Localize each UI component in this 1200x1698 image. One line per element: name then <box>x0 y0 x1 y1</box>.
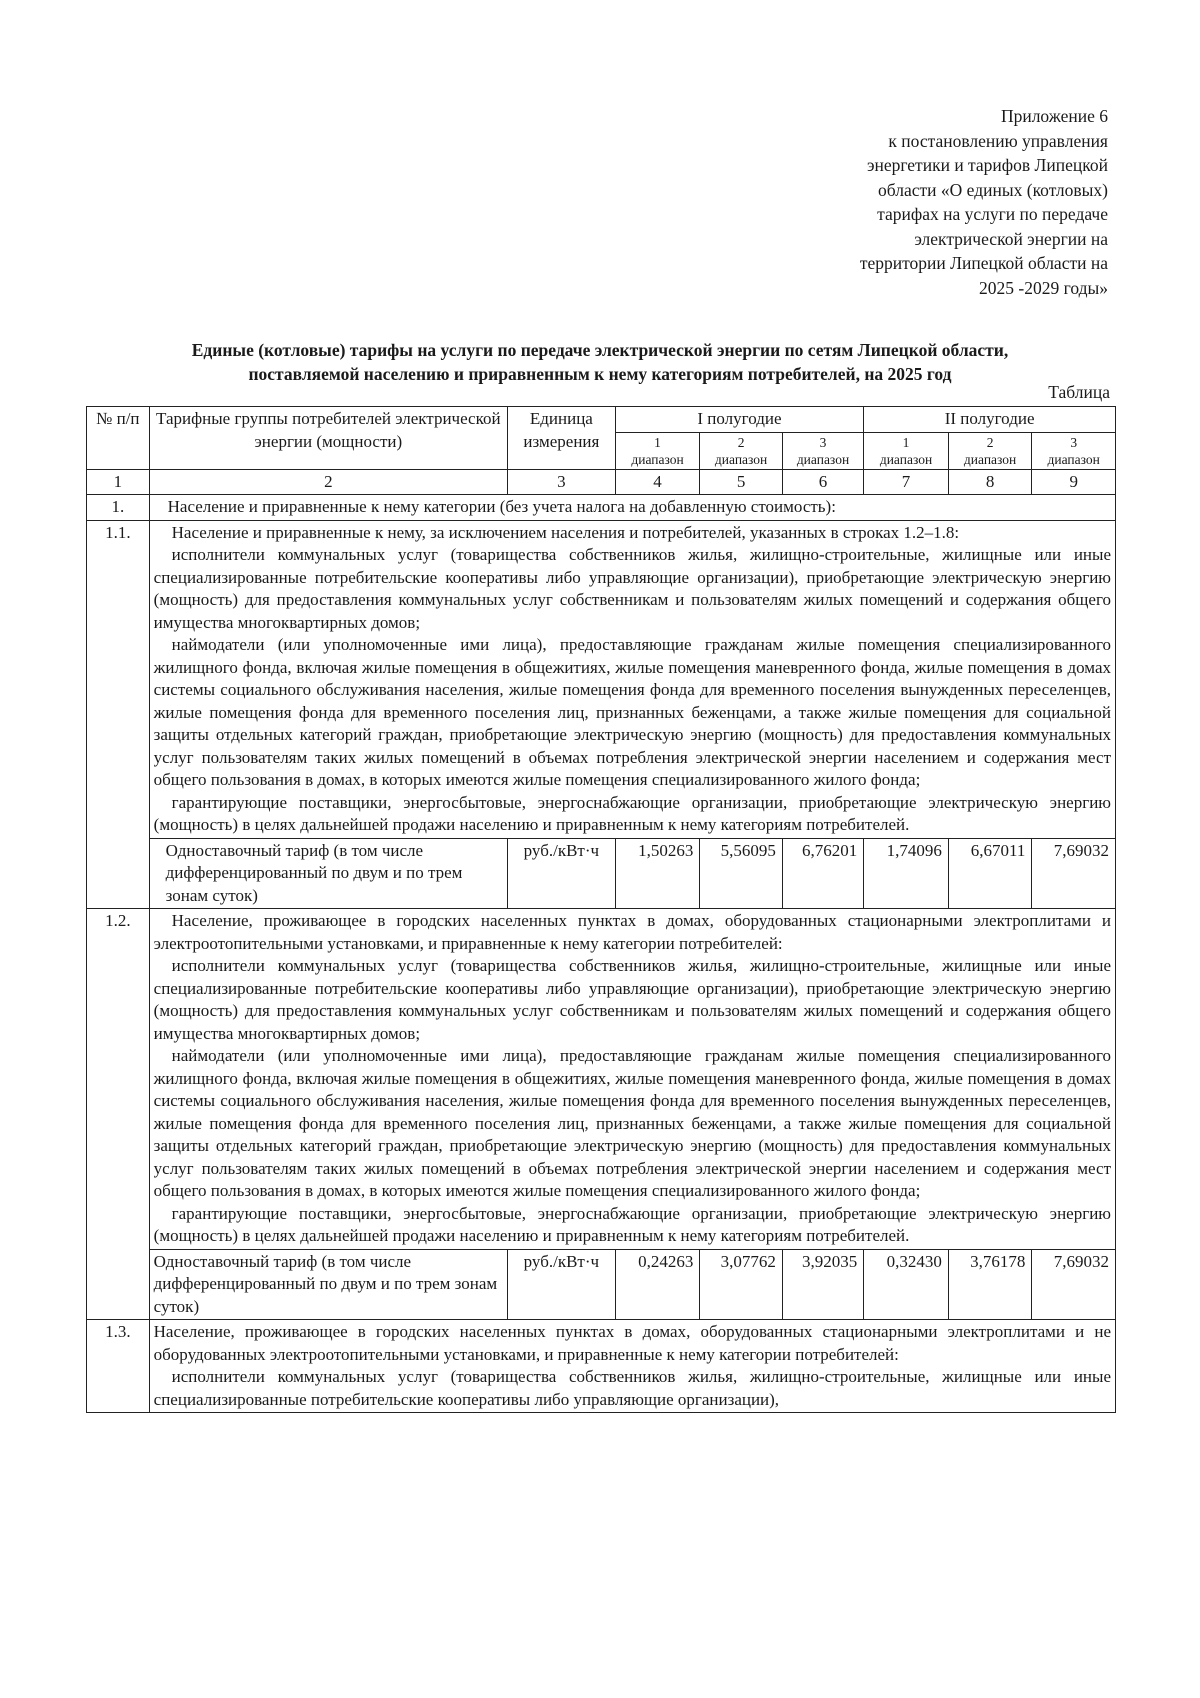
tariff-value: 1,50263 <box>615 838 700 909</box>
paragraph: наймодатели (или уполномоченные ими лица), предоставляющие гражданам жилые помещения специализированного жилищного фонда, включая жилые помещения в общежитиях, жилые помещения маневренного фонда, жилые помещения в домах системы социального обслуживания населения, жилые помещения фонда для временного поселения вынужденных переселенцев, жилые помещения фонда для временного поселения лиц, признанных беженцами, а также жилые помещения для социальной защиты отдельных категорий граждан, приобретающие электрическую энергию (мощность) для предоставления коммунальных услуг пользователям таких жилых помещений в объемах потребления электрической энергии населением и содержания мест общего пользования в домах, в которых имеются жилые помещения специализированного жилого фонда; <box>153 1046 1111 1200</box>
row-description <box>149 520 1115 838</box>
rate-label: Одноставочный тариф (в том числе дифференцированный по двум и по трем зонам суток) <box>149 1249 507 1320</box>
column-number: 4 <box>615 469 700 495</box>
header-row-1 <box>87 407 1116 433</box>
header-group: Тарифные группы потребителей электрической энергии (мощности) <box>149 407 507 470</box>
annex-line: энергетики и тарифов Липецкой <box>866 155 1108 175</box>
paragraph: наймодатели (или уполномоченные ими лица), предоставляющие гражданам жилые помещения специализированного жилищного фонда, включая жилые помещения в общежитиях, жилые помещения маневренного фонда, жилые помещения в домах системы социального обслуживания населения, жилые помещения фонда для временного поселения вынужденных переселенцев, жилые помещения фонда для временного поселения лиц, признанных беженцами, а также жилые помещения для социальной защиты отдельных категорий граждан, приобретающие электрическую энергию (мощность) для предоставления коммунальных услуг пользователям таких жилых помещений в объемах потребления электрической энергии населением и содержания мест общего пользования в домах, в которых имеются жилые помещения специализированного жилого фонда; <box>153 635 1111 789</box>
row-number: 1.3. <box>87 1320 150 1413</box>
tariff-value: 1,74096 <box>864 838 949 909</box>
tariff-value: 3,76178 <box>948 1249 1032 1320</box>
tariff-row <box>87 1249 1116 1320</box>
column-number: 6 <box>782 469 863 495</box>
range-word: диапазон <box>714 451 768 467</box>
tariff-row <box>87 838 1116 909</box>
row-number: 1.1. <box>87 520 150 909</box>
rate-unit: руб./кВт·ч <box>508 1249 616 1320</box>
range-word: диапазон <box>963 451 1017 467</box>
tariff-value: 6,76201 <box>782 838 863 909</box>
row-number: 1. <box>87 495 150 521</box>
annex-line: электрической энергии на <box>914 228 1108 249</box>
column-number: 8 <box>948 469 1032 495</box>
range-number: 2 <box>986 434 994 450</box>
table-row <box>87 1320 1116 1413</box>
annex-line: 2025 -2029 годы» <box>979 277 1108 298</box>
range-word: диапазон <box>796 451 850 467</box>
range-number: 1 <box>902 434 910 450</box>
paragraph: Население и приравненные к нему, за исключением населения и потребителей, указанных в строках 1.2–1.8: <box>171 522 960 542</box>
range-header <box>782 432 863 469</box>
rate-label: Одноставочный тариф (в том числе дифференцированный по двум и по трем зонам суток) <box>149 838 507 909</box>
annex-reference <box>688 104 1108 300</box>
tariff-value: 3,07762 <box>700 1249 782 1320</box>
tariff-table <box>86 406 1116 1413</box>
range-header <box>948 432 1032 469</box>
column-number: 7 <box>864 469 949 495</box>
header-half-2: II полугодие <box>864 407 1116 433</box>
header-half-1: I полугодие <box>615 407 863 433</box>
document-title <box>120 338 1080 386</box>
column-number-row <box>87 469 1116 495</box>
annex-line: области «О единых (котловых) <box>878 179 1108 200</box>
range-number: 3 <box>819 434 827 450</box>
annex-line: Приложение 6 <box>1000 106 1108 126</box>
row-description <box>149 909 1115 1250</box>
header-unit: Единица измерения <box>508 407 616 470</box>
title-line-1: Единые (котловые) тарифы на услуги по передаче электрической энергии по сетям Липецкой области, <box>191 340 1009 360</box>
annex-line: территории Липецкой области на <box>859 253 1108 273</box>
range-header <box>1032 432 1116 469</box>
column-number: 3 <box>508 469 616 495</box>
paragraph: исполнители коммунальных услуг (товарищества собственников жилья, жилищно-строительные, жилищные или иные специализированные потребительские кооперативы либо управляющие организации), <box>153 1367 1111 1409</box>
table-row <box>87 520 1116 838</box>
range-word: диапазон <box>631 451 684 467</box>
column-number: 1 <box>87 469 150 495</box>
tariff-value: 7,69032 <box>1032 1249 1116 1320</box>
paragraph: гарантирующие поставщики, энергосбытовые, энергоснабжающие организации, приобретающие электрическую энергию (мощность) в целях дальнейшей продажи населению и приравненным к нему категориям потребителей. <box>153 1203 1111 1245</box>
range-header <box>700 432 782 469</box>
range-number: 1 <box>654 434 661 450</box>
annex-line: тарифах на услуги по передаче <box>877 204 1108 224</box>
annex-line: к постановлению управления <box>888 130 1108 151</box>
tariff-value: 3,92035 <box>782 1249 863 1320</box>
column-number: 9 <box>1032 469 1116 495</box>
range-header <box>864 432 949 469</box>
table-caption: Таблица <box>1048 382 1110 402</box>
tariff-value: 6,67011 <box>948 838 1032 909</box>
paragraph: Население, проживающее в городских населенных пунктах в домах, оборудованных стационарными электроплитами и не оборудованных электроотопительными установками, и приравненные к нему категории потребителей: <box>153 1322 1111 1364</box>
tariff-value: 5,56095 <box>700 838 782 909</box>
row-number: 1.2. <box>87 909 150 1320</box>
tariff-value: 0,24263 <box>615 1249 700 1320</box>
table-row <box>87 909 1116 1250</box>
paragraph: исполнители коммунальных услуг (товарищества собственников жилья, жилищно-строительные, жилищные или иные специализированные потребительские кооперативы либо управляющие организации), приобретающие электрическую энергию (мощность) для предоставления коммунальных услуг собственникам и пользователям жилых помещений и содержания общего имущества многоквартирных домов; <box>153 956 1111 1043</box>
range-header <box>615 432 700 469</box>
range-word: диапазон <box>1047 451 1100 467</box>
paragraph: Население, проживающее в городских населенных пунктах в домах, оборудованных стационарными электроплитами и электроотопительными установками, и приравненные к нему категории потребителей: <box>153 911 1111 953</box>
table-row <box>87 495 1116 521</box>
paragraph: исполнители коммунальных услуг (товарищества собственников жилья, жилищно-строительные, жилищные или иные специализированные потребительские кооперативы либо управляющие организации), приобретающие электрическую энергию (мощность) для предоставления коммунальных услуг собственникам и пользователям жилых помещений и содержания общего имущества многоквартирных домов; <box>153 545 1111 632</box>
column-number: 5 <box>700 469 782 495</box>
range-number: 2 <box>737 434 745 450</box>
column-number: 2 <box>149 469 507 495</box>
row-description <box>149 1320 1115 1413</box>
range-number: 3 <box>1070 434 1078 450</box>
row-description: Население и приравненные к нему категории (без учета налога на добавленную стоимость): <box>149 495 1115 521</box>
tariff-value: 0,32430 <box>864 1249 949 1320</box>
header-num: № п/п <box>87 407 150 470</box>
title-line-2: поставляемой населению и приравненным к нему категориям потребителей, на 2025 год <box>248 364 952 384</box>
rate-unit: руб./кВт·ч <box>508 838 616 909</box>
tariff-value: 7,69032 <box>1032 838 1116 909</box>
paragraph: гарантирующие поставщики, энергосбытовые, энергоснабжающие организации, приобретающие электрическую энергию (мощность) в целях дальнейшей продажи населению и приравненным к нему категориям потребителей. <box>153 792 1111 834</box>
range-word: диапазон <box>879 451 933 467</box>
